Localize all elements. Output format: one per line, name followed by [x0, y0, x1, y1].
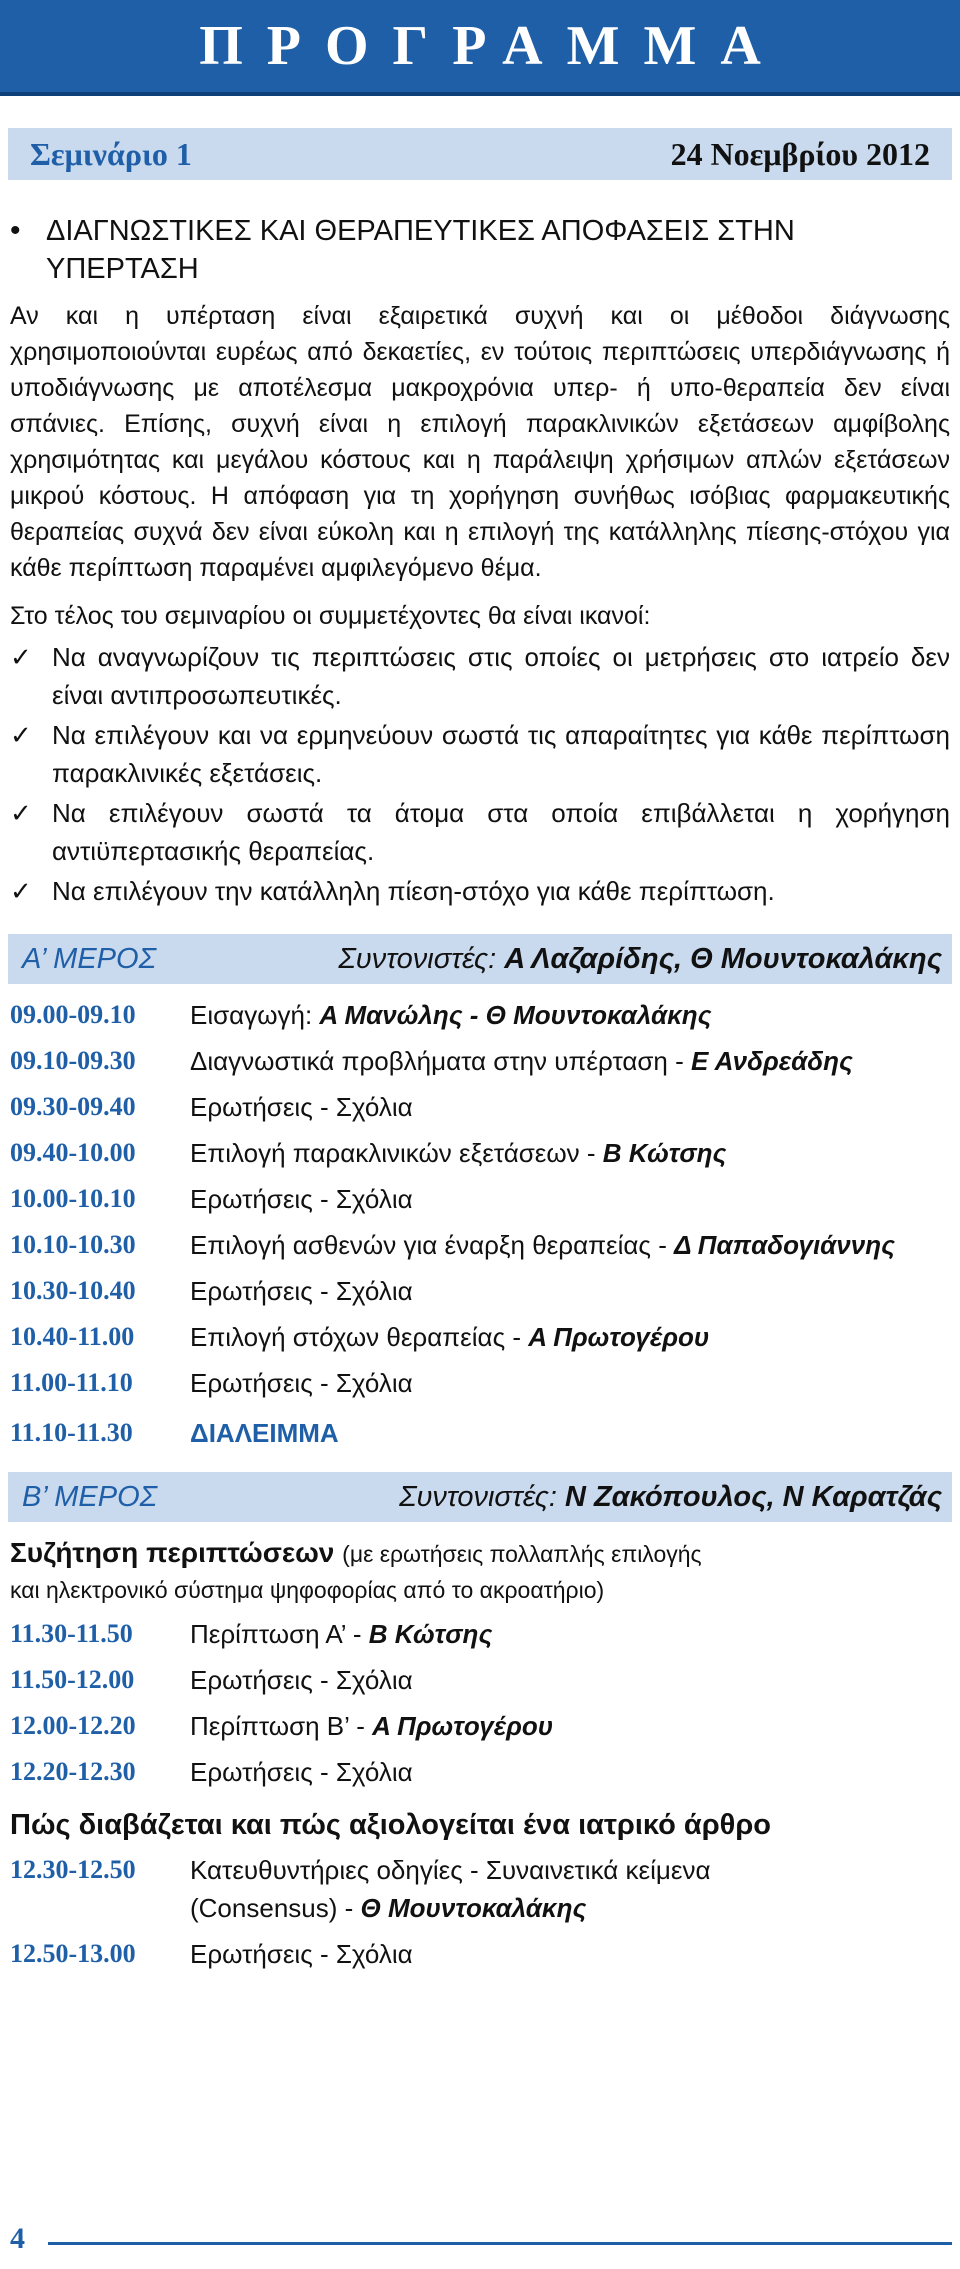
break-label: ΔΙΑΛΕΙΜΜΑ: [190, 1418, 339, 1448]
coordinators-label: Συντονιστές:: [399, 1480, 557, 1513]
session-time: 09.40-10.00: [10, 1138, 136, 1167]
session-title: Ερωτήσεις - Σχόλια: [190, 1276, 413, 1306]
checkmark-icon: ✓: [10, 720, 32, 750]
session-title: Ερωτήσεις - Σχόλια: [190, 1939, 413, 1969]
session-time: 12.20-12.30: [10, 1757, 136, 1786]
checkmark-icon: ✓: [10, 876, 32, 906]
coordinators-label: Συντονιστές:: [338, 942, 497, 975]
schedule-row: [10, 1084, 950, 1130]
objective-text: Να επιλέγουν σωστά τα άτομα στα οποία επιβάλλεται η χορήγηση αντιϋπερτασικής θεραπείας.: [52, 798, 950, 866]
schedule-row: [10, 1314, 950, 1360]
topic-heading: [10, 212, 950, 288]
session-title: Ερωτήσεις - Σχόλια: [190, 1665, 413, 1695]
session-time: 11.00-11.10: [10, 1368, 133, 1397]
part-b-coordinators: [399, 1481, 942, 1514]
session-time: 10.10-10.30: [10, 1230, 136, 1259]
part-a-coordinators: [338, 943, 942, 976]
case-discussion-heading: [10, 1534, 950, 1573]
session-title: Ερωτήσεις - Σχόλια: [190, 1757, 413, 1787]
checkmark-icon: ✓: [10, 642, 32, 672]
session-time: 09.10-09.30: [10, 1046, 136, 1075]
session-time: 09.00-09.10: [10, 1000, 136, 1029]
speaker-separator: -: [667, 1046, 691, 1076]
session-speaker: Β Κώτσης: [602, 1138, 727, 1168]
session-title: Επιλογή στόχων θεραπείας: [190, 1322, 506, 1352]
checkmark-icon: ✓: [10, 798, 32, 828]
session-time: 10.30-10.40: [10, 1276, 136, 1305]
speaker-separator: -: [348, 1711, 373, 1741]
schedule-row: [10, 1703, 950, 1749]
topic-title: ΔΙΑΓΝΩΣΤΙΚΕΣ ΚΑΙ ΘΕΡΑΠΕΥΤΙΚΕΣ ΑΠΟΦΑΣΕΙΣ ΣΤΗΝ ΥΠΕΡΤΑΣΗ: [46, 215, 795, 285]
session-title: Ερωτήσεις - Σχόλια: [190, 1184, 413, 1214]
session-title: Ερωτήσεις - Σχόλια: [190, 1092, 413, 1122]
coordinators-names: Α Λαζαρίδης, Θ Μουντοκαλάκης: [504, 942, 942, 975]
seminar-bar: [8, 128, 952, 180]
coordinators-names: Ν Ζακόπουλος, Ν Καρατζάς: [564, 1480, 942, 1513]
session-title: Κατευθυντήριες οδηγίες - Συναινετικά κείμενα: [190, 1855, 711, 1885]
session-time: 12.00-12.20: [10, 1711, 136, 1740]
bullet-icon: •: [10, 214, 21, 247]
session-speaker: Δ Παπαδογιάννης: [674, 1230, 895, 1260]
part-b-schedule: [10, 1611, 950, 1795]
session-title: Επιλογή παρακλινικών εξετάσεων: [190, 1138, 580, 1168]
session-speaker: Α Μανώλης - Θ Μουντοκαλάκης: [319, 1000, 712, 1030]
page-number: 4: [10, 2222, 25, 2255]
part-a-bar: [8, 934, 952, 984]
part-a-schedule: [10, 992, 950, 1456]
objectives-list: [10, 638, 950, 910]
schedule-row: [10, 1038, 950, 1084]
session-title: Περίπτωση Α’: [190, 1619, 346, 1649]
seminar-label: Σεμινάριο 1: [30, 135, 192, 172]
schedule-row: [10, 1176, 950, 1222]
schedule-row: [10, 1222, 950, 1268]
session-speaker: Θ Μουντοκαλάκης: [360, 1893, 587, 1923]
footer-rule: [48, 2242, 952, 2245]
objective-item: [10, 716, 950, 792]
session-time: 12.30-12.50: [10, 1855, 136, 1884]
session-speaker: Β Κώτσης: [368, 1619, 493, 1649]
objectives-intro: Στο τέλος του σεμιναρίου οι συμμετέχοντες θα είναι ικανοί:: [10, 602, 651, 630]
session-title: Επιλογή ασθενών για έναρξη θεραπείας: [190, 1230, 651, 1260]
case-discussion-note: (με ερωτήσεις πολλαπλής επιλογής: [342, 1541, 702, 1567]
session-speaker: Α Πρωτογέρου: [372, 1711, 554, 1741]
part-a-name: Α’ ΜΕΡΟΣ: [22, 942, 156, 975]
speaker-separator: -: [337, 1893, 361, 1923]
schedule-row: [10, 1360, 950, 1406]
break-row: [10, 1410, 950, 1456]
session-speaker: Ε Ανδρεάδης: [691, 1046, 853, 1076]
program-title: ΠΡΟΓΡΑΜΜΑ: [199, 15, 785, 77]
speaker-separator: -: [650, 1230, 675, 1260]
schedule-row: [10, 1931, 950, 1977]
session-time: 10.40-11.00: [10, 1322, 135, 1351]
session-time: 12.50-13.00: [10, 1939, 136, 1968]
schedule-row: [10, 1268, 950, 1314]
session-time: 10.00-10.10: [10, 1184, 136, 1213]
objective-text: Να αναγνωρίζουν τις περιπτώσεις στις οποίες οι μετρήσεις στο ιατρείο δεν είναι αντιπροσωπευτικές.: [52, 642, 950, 710]
speaker-separator: -: [505, 1322, 529, 1352]
speaker-separator: -: [579, 1138, 603, 1168]
schedule-row: [10, 1657, 950, 1703]
program-banner: [0, 0, 960, 96]
speaker-separator: -: [345, 1619, 369, 1649]
seminar-description: Αν και η υπέρταση είναι εξαιρετικά συχνή και οι μέθοδοι διάγνωσης χρησιμοποιούνται ευρέως από δεκαετίες, εν τούτοις περιπτώσεις υπερδιάγνωσης ή υποδιάγνωσης με αποτέλεσμα μακροχρόνια υπερ- ή υπο-θεραπεία δεν είναι σπάνιες. Επίσης, συχνή είναι η επιλογή παρακλινικών εξετάσεων αμφίβολης χρησιμότητας και μεγάλου κόστους και η παράλειψη χρήσιμων απλών εξετάσεων μικρού κόστους. Η απόφαση για τη χορήγηση συνήθως ισόβιας φαρμακευτικής θεραπείας συχνά δεν είναι εύκολη και η επιλογή της κατάλληλης πίεσης-στόχου για κάθε περίπτωση παραμένει αμφιλεγόμενο θέμα.: [10, 302, 950, 582]
session-time: 11.30-11.50: [10, 1619, 133, 1648]
session-time: 11.50-12.00: [10, 1665, 135, 1694]
schedule-row: [10, 1611, 950, 1657]
seminar-date: 24 Νοεμβρίου 2012: [670, 135, 930, 172]
case-discussion-note-line2: και ηλεκτρονικό σύστημα ψηφοφορίας από το ακροατήριο): [10, 1577, 605, 1603]
schedule-row: [10, 1749, 950, 1795]
schedule-row: [10, 1130, 950, 1176]
objective-text: Να επιλέγουν την κατάλληλη πίεση-στόχο για κάθε περίπτωση.: [52, 876, 775, 906]
case-discussion-title: Συζήτηση περιπτώσεων: [10, 1537, 335, 1568]
schedule-row: [10, 1851, 950, 1927]
article-schedule: [10, 1851, 950, 1977]
session-title: Διαγνωστικά προβλήματα στην υπέρταση: [190, 1046, 668, 1076]
session-title: Περίπτωση Β’: [190, 1711, 349, 1741]
objective-item: [10, 638, 950, 714]
session-speaker: Α Πρωτογέρου: [528, 1322, 710, 1352]
objective-item: [10, 794, 950, 870]
objective-text: Να επιλέγουν και να ερμηνεύουν σωστά τις απαραίτητες για κάθε περίπτωση παρακλινικές εξετάσεις.: [52, 720, 950, 788]
content: [10, 212, 950, 1977]
session-title-cont: (Consensus): [190, 1893, 338, 1923]
objective-item: [10, 872, 950, 910]
session-title: Εισαγωγή:: [190, 1000, 313, 1030]
article-heading: Πώς διαβάζεται και πώς αξιολογείται ένα ιατρικό άρθρο: [10, 1809, 771, 1841]
part-b-bar: [8, 1472, 952, 1522]
break-time: 11.10-11.30: [10, 1418, 133, 1447]
schedule-row: [10, 992, 950, 1038]
session-title: Ερωτήσεις - Σχόλια: [190, 1368, 413, 1398]
part-b-name: Β’ ΜΕΡΟΣ: [22, 1480, 158, 1513]
session-time: 09.30-09.40: [10, 1092, 136, 1121]
